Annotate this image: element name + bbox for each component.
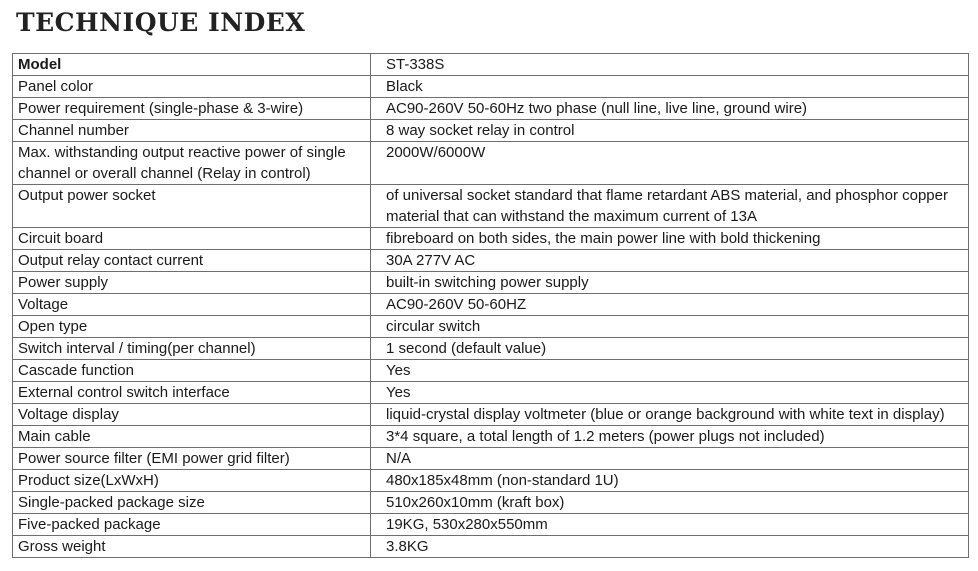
spec-key: Output power socket — [13, 185, 371, 228]
spec-value: 3.8KG — [371, 536, 969, 558]
table-row — [13, 185, 969, 228]
spec-value: 8 way socket relay in control — [371, 120, 969, 142]
spec-value: fibreboard on both sides, the main power line with bold thickening — [371, 228, 969, 250]
table-row — [13, 360, 969, 382]
spec-value: ST-338S — [371, 54, 969, 76]
spec-key: Power requirement (single-phase & 3-wire) — [13, 98, 371, 120]
table-row — [13, 294, 969, 316]
table-row — [13, 272, 969, 294]
spec-key: Voltage — [13, 294, 371, 316]
spec-key: Open type — [13, 316, 371, 338]
table-row — [13, 316, 969, 338]
spec-key: Model — [13, 54, 371, 76]
table-row — [13, 426, 969, 448]
spec-value: of universal socket standard that flame retardant ABS material, and phosphor copper material that can withstand the maximum current of 13A — [371, 185, 969, 228]
spec-key: Product size(LxWxH) — [13, 470, 371, 492]
spec-table-body — [13, 54, 969, 558]
table-row — [13, 514, 969, 536]
spec-value: 30A 277V AC — [371, 250, 969, 272]
table-row — [13, 98, 969, 120]
spec-value: built-in switching power supply — [371, 272, 969, 294]
spec-key: Panel color — [13, 76, 371, 98]
table-row — [13, 250, 969, 272]
spec-key: Max. withstanding output reactive power of single channel or overall channel (Relay in control) — [13, 142, 371, 185]
spec-value: 3*4 square, a total length of 1.2 meters (power plugs not included) — [371, 426, 969, 448]
spec-table — [12, 53, 969, 558]
spec-key: Power source filter (EMI power grid filter) — [13, 448, 371, 470]
spec-key: Power supply — [13, 272, 371, 294]
table-row — [13, 492, 969, 514]
table-row — [13, 536, 969, 558]
spec-value: AC90-260V 50-60Hz two phase (null line, live line, ground wire) — [371, 98, 969, 120]
spec-value: 2000W/6000W — [371, 142, 969, 185]
spec-key: Voltage display — [13, 404, 371, 426]
table-row — [13, 142, 969, 185]
spec-value: liquid-crystal display voltmeter (blue or orange background with white text in display) — [371, 404, 969, 426]
spec-value: Yes — [371, 360, 969, 382]
spec-value: Black — [371, 76, 969, 98]
table-row — [13, 448, 969, 470]
spec-key: Single-packed package size — [13, 492, 371, 514]
spec-key: Circuit board — [13, 228, 371, 250]
spec-value: Yes — [371, 382, 969, 404]
table-row — [13, 228, 969, 250]
page-title: TECHNIQUE INDEX — [16, 8, 306, 37]
spec-value: 1 second (default value) — [371, 338, 969, 360]
spec-key: Five-packed package — [13, 514, 371, 536]
spec-value: AC90-260V 50-60HZ — [371, 294, 969, 316]
spec-key: External control switch interface — [13, 382, 371, 404]
spec-key: Cascade function — [13, 360, 371, 382]
table-row — [13, 404, 969, 426]
table-row — [13, 470, 969, 492]
table-row — [13, 338, 969, 360]
table-row — [13, 76, 969, 98]
spec-key: Switch interval / timing(per channel) — [13, 338, 371, 360]
spec-value: 19KG, 530x280x550mm — [371, 514, 969, 536]
spec-key: Main cable — [13, 426, 371, 448]
spec-key: Output relay contact current — [13, 250, 371, 272]
table-row — [13, 120, 969, 142]
spec-key: Gross weight — [13, 536, 371, 558]
spec-key: Channel number — [13, 120, 371, 142]
spec-value: 510x260x10mm (kraft box) — [371, 492, 969, 514]
spec-value: 480x185x48mm (non-standard 1U) — [371, 470, 969, 492]
spec-value: circular switch — [371, 316, 969, 338]
table-row — [13, 382, 969, 404]
spec-value: N/A — [371, 448, 969, 470]
table-row — [13, 54, 969, 76]
